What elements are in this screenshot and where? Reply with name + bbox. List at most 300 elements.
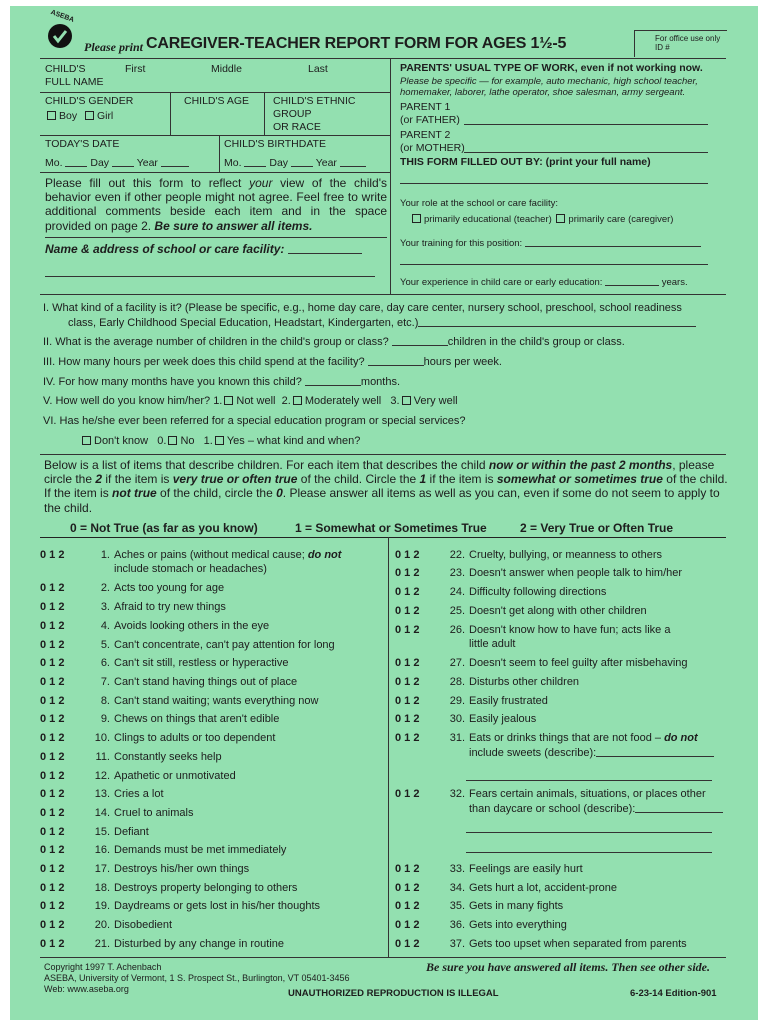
teacher-checkbox[interactable] [412,214,421,223]
item-text-main: Doesn't know how to have fun; acts like a [469,624,671,636]
first-label: First [125,63,146,75]
score-options[interactable]: 0 1 2 [395,605,420,617]
score-options[interactable]: 0 1 2 [395,900,420,912]
yes-label: Yes – what kind and when? [226,435,361,447]
item-text-main: Defiant [114,826,149,838]
role-options [410,214,673,225]
item-text [114,788,370,802]
instr-p7: of the child, circle the [156,486,277,501]
item-text-main: Destroys his/her own things [114,863,250,875]
question-3-suffix: hours per week. [423,356,502,368]
divider [388,537,389,957]
score-options[interactable]: 0 1 2 [40,713,65,725]
score-options[interactable]: 0 1 2 [40,770,65,782]
gender-label: CHILD'S GENDER [45,95,134,107]
boy-label: Boy [59,110,78,122]
ethnic-label-2: GROUP [273,108,312,120]
item-text-main: Eats or drinks things that are not food – [469,732,665,744]
item-number: 37. [449,938,465,950]
hours-field[interactable] [368,355,424,366]
divider [390,58,391,294]
item-text-main: Cruelty, bullying, or meanness to others [469,549,662,561]
describe-line[interactable] [466,852,712,853]
item-text-main: Can't sit still, restless or hyperactive [114,657,289,669]
be-specific-text: Please be specific — for example, auto mechanic, high school teacher, homemaker, laborer, lathe operator, shoe salesman, army sergeant. [400,76,698,98]
instructions-text [45,176,387,233]
item-text-main: Difficulty following directions [469,586,607,598]
dont-know-label: Don't know [94,435,149,447]
instr-p3i: very true or often true [172,472,298,487]
item-text [114,639,370,653]
instr-your: your [249,176,273,190]
item-number: 5. [100,639,110,651]
todays-date-label: TODAY'S DATE [45,138,120,150]
score-options[interactable]: 0 1 2 [395,788,420,800]
todays-date-field[interactable] [45,156,189,170]
filled-by-label: THIS FORM FILLED OUT BY: (print your full name) [400,156,651,168]
item-text [469,713,725,727]
question-5 [43,395,458,408]
item-number: 10. [94,732,110,744]
question-6-options [80,435,360,448]
item-text [469,605,725,619]
item-text-main: Disturbed by any change in routine [114,938,284,950]
divider [219,135,220,172]
scoring-instructions [44,458,728,515]
score-options[interactable]: 0 1 2 [395,713,420,725]
question-2-suffix: children in the child's group or class. [447,336,625,348]
instr-p6i: not true [112,486,157,501]
divider [264,92,265,135]
middle-label: Middle [211,63,242,75]
item-text [114,549,370,576]
item-text-cont: than daycare or school (describe): [469,802,636,815]
instr-p1: Below is a list of items that describe children. For each item that describes the child [44,458,489,472]
item-text-main: Gets in many fights [469,900,564,912]
question-1: I. What kind of a facility is it? (Please be specific, e.g., home day care, day care center, nursery school, preschool, school readiness [43,302,682,314]
score-options[interactable]: 0 1 2 [395,919,420,931]
divider [40,58,726,59]
caregiver-label: primarily care (caregiver) [568,214,674,225]
instr-bold: Be sure to answer all items. [154,218,313,233]
item-number: 34. [449,882,465,894]
item-number: 32. [449,788,465,800]
logo-text: ASEBA [49,9,75,24]
item-text [114,807,370,821]
girl-checkbox[interactable] [85,111,94,120]
question-4 [43,375,400,389]
question-2 [43,335,625,349]
item-text [114,919,370,933]
question-1b-text: class, Early Childhood Special Education, Headstart, Kindergarten, etc.) [68,317,419,329]
birthdate-field[interactable] [224,156,366,170]
divider [45,237,387,238]
score-options[interactable]: 0 1 2 [395,586,420,598]
item-text-main: Can't concentrate, can't pay attention for long [114,639,335,651]
role-label: Your role at the school or care facility: [400,198,559,209]
item-text [469,695,725,709]
instr-p6: of the child. If the item is [44,472,728,501]
item-text [469,900,725,914]
score-options[interactable]: 0 1 2 [40,788,65,800]
item-number: 24. [449,586,465,598]
item-number: 9. [100,713,110,725]
item-text-main: Disobedient [114,919,173,931]
caregiver-checkbox[interactable] [556,214,565,223]
girl-label: Girl [96,110,114,122]
item-text-cont: include sweets (describe): [469,746,597,759]
item-number: 25. [449,605,465,617]
item-text-main: Gets hurt a lot, accident-prone [469,882,617,894]
q5-opt2-num: 2. [281,395,291,407]
instr-p8: . Please answer all items as well as you can, even if some do not seem to apply to the child. [44,486,720,515]
item-number: 36. [449,919,465,931]
describe-line[interactable] [466,780,712,781]
describe-field[interactable] [635,802,723,813]
score-options[interactable]: 0 1 2 [395,676,420,688]
item-text [114,713,370,727]
divider [170,92,171,135]
divider [40,172,390,173]
parent2-field[interactable] [464,152,708,153]
item-number: 19. [94,900,110,912]
item-number: 17. [94,863,110,875]
score-options[interactable]: 0 1 2 [40,900,65,912]
score-options[interactable]: 0 1 2 [40,863,65,875]
training-label [400,236,701,249]
score-options[interactable]: 0 1 2 [395,732,420,744]
filled-by-field[interactable] [400,183,708,184]
score-options[interactable]: 0 1 2 [395,882,420,894]
score-options[interactable]: 0 1 2 [40,639,65,651]
item-number: 4. [100,620,110,632]
score-options[interactable]: 0 1 2 [395,695,420,707]
yes-checkbox[interactable] [215,436,224,445]
item-text-main: Cruel to animals [114,807,194,819]
divider [40,454,726,455]
full-name-label: FULL NAME [45,76,104,88]
be-sure-notice: Be sure you have answered all items. Then see other side. [426,960,710,974]
item-text [114,882,370,896]
item-number: 31. [449,732,465,744]
instr-p2i: 2 [95,472,103,487]
ethnic-label-1: CHILD'S ETHNIC [273,95,356,107]
year-label: Year [136,157,158,169]
children-count-field[interactable] [392,335,448,346]
question-1b [68,316,696,330]
item-text [114,695,370,709]
item-text [114,826,370,840]
copyright: Copyright 1997 T. Achenbach [44,962,162,972]
facility-field[interactable] [418,316,696,327]
q6-opt0-num: 0. [157,435,167,447]
item-text [469,732,725,760]
item-text [469,676,725,690]
item-text-main: Doesn't answer when people talk to him/her [469,567,683,579]
score-options[interactable]: 0 1 2 [40,601,65,613]
instr-p4i: 1 [419,472,427,487]
item-text-cont: include stomach or headaches) [114,562,267,575]
training-field[interactable] [400,264,708,265]
score-options[interactable]: 0 1 2 [395,657,420,669]
office-use-label: For office use only [655,34,721,43]
training-text: Your training for this position: [400,238,523,249]
item-text-main: Acts too young for age [114,582,225,594]
very-well-checkbox[interactable] [402,396,411,405]
parent2-sub: (or MOTHER) [400,142,465,154]
score-options[interactable]: 0 1 2 [40,582,65,594]
q5-opt1-num: 1. [213,395,223,407]
item-number: 20. [94,919,110,931]
experience-text: Your experience in child care or early education: [400,277,603,288]
question-5-text: V. How well do you know him/her? [43,395,211,407]
item-text [469,567,725,581]
item-number: 35. [449,900,465,912]
boy-checkbox[interactable] [47,111,56,120]
aseba-logo-icon [48,24,72,48]
item-text-main: Cries a lot [114,788,164,800]
divider [40,537,726,538]
instr-p5i: somewhat or sometimes true [496,472,663,487]
item-number: 15. [94,826,110,838]
item-number: 18. [94,882,110,894]
item-text-main: Destroys property belonging to others [114,882,298,894]
instr-p7i: 0 [276,486,283,501]
item-text [114,676,370,690]
no-checkbox[interactable] [168,436,177,445]
score-options[interactable]: 0 1 2 [40,732,65,744]
score-options[interactable]: 0 1 2 [40,826,65,838]
item-number: 8. [100,695,110,707]
item-number: 30. [449,713,465,725]
school-address-line[interactable] [45,276,375,277]
item-text-main: Easily jealous [469,713,537,725]
illegal-notice: UNAUTHORIZED REPRODUCTION IS ILLEGAL [288,988,499,999]
childs-label: CHILD'S [45,63,86,75]
item-text [114,751,370,765]
item-text-cont: little adult [469,637,516,650]
q6-opt1-num: 1. [203,435,213,447]
web-link[interactable]: Web: www.aseba.org [44,984,129,994]
id-label: ID # [655,43,670,52]
item-text [469,549,725,563]
instr-p3: if the item is [102,472,173,487]
year-label: Year [315,157,337,169]
item-number: 7. [100,676,110,688]
item-text [114,582,370,596]
item-text [469,586,725,600]
teacher-label: primarily educational (teacher) [424,214,552,225]
item-text [114,732,370,746]
form-page [10,6,758,1020]
item-text [114,844,370,858]
item-number: 6. [100,657,110,669]
item-text-main: Fears certain animals, situations, or places other [469,788,706,800]
instr-1: Please fill out this form to reflect [45,176,250,190]
item-text [114,863,370,877]
item-text-main: Doesn't seem to feel guilty after misbehaving [469,657,688,669]
parent2-label: PARENT 2 [400,129,451,141]
item-text [114,620,370,634]
school-label [45,242,362,257]
item-text [114,657,370,671]
score-options[interactable]: 0 1 2 [395,624,420,636]
gender-options [45,110,113,123]
question-3 [43,355,502,369]
score-options[interactable]: 0 1 2 [395,567,420,579]
moderately-well-checkbox[interactable] [293,396,302,405]
parent1-field[interactable] [464,124,708,125]
last-label: Last [308,63,328,75]
score-options[interactable]: 0 1 2 [40,695,65,707]
scale-2: 2 = Very True or Often True [520,521,674,535]
office-use-box [634,30,727,57]
score-options[interactable]: 0 1 2 [40,807,65,819]
item-text-main: Gets too upset when separated from parents [469,938,687,950]
item-number: 26. [449,624,465,636]
item-number: 14. [94,807,110,819]
item-number: 33. [449,863,465,875]
parent1-sub: (or FATHER) [400,114,460,126]
please-print: Please print [84,40,143,54]
item-number: 21. [94,938,110,950]
score-options[interactable]: 0 1 2 [395,549,420,561]
day-label: Day [90,157,110,169]
item-text-emphasis: do not [664,732,698,744]
item-number: 28. [449,676,465,688]
birthdate-label: CHILD'S BIRTHDATE [224,138,326,150]
item-text [469,624,725,651]
instr-p5: if the item is [426,472,497,487]
score-options[interactable]: 0 1 2 [40,919,65,931]
school-label-text: Name & address of school or care facility: [45,242,285,256]
item-text-main: Demands must be met immediately [114,844,287,856]
scale-0: 0 = Not True (as far as you know) [70,521,258,535]
edition: 6-23-14 Edition-901 [630,988,717,999]
scale-1: 1 = Somewhat or Sometimes True [295,521,487,535]
instr-2: view of the child's behavior even if other people might not agree. Feel free to write additional comments beside each item and in the space provided on page 2. [45,176,387,233]
item-text-emphasis: do not [307,549,342,561]
score-options[interactable]: 0 1 2 [40,676,65,688]
experience-label [400,275,688,288]
item-text [469,657,725,671]
item-text-main: Chews on things that aren't edible [114,713,280,725]
score-options[interactable]: 0 1 2 [40,657,65,669]
item-text-main: Doesn't get along with other children [469,605,647,617]
instr-p1i: now or within the past 2 months [488,458,673,472]
dont-know-checkbox[interactable] [82,436,91,445]
divider [40,135,390,136]
instr-p4: of the child. Circle the [297,472,420,487]
question-6: VI. Has he/she ever been referred for a special education program or special services? [43,415,466,427]
instr-p2: , please circle the [44,458,715,487]
score-options[interactable]: 0 1 2 [40,549,65,561]
question-2-text: II. What is the average number of children in the child's group or class? [43,336,392,348]
item-text-main: Avoids looking others in the eye [114,620,270,632]
address: ASEBA, University of Vermont, 1 S. Prospect St., Burlington, VT 05401-3456 [44,973,350,983]
item-text [114,938,370,952]
item-text-main: Gets into everything [469,919,567,931]
item-number: 23. [449,567,465,579]
divider [40,957,726,958]
divider [40,294,726,295]
item-text-main: Afraid to try new things [114,601,226,613]
score-options[interactable]: 0 1 2 [40,882,65,894]
item-number: 11. [95,751,110,763]
item-number: 22. [449,549,465,561]
item-text [469,863,725,877]
item-number: 12. [94,770,110,782]
years-label: years. [661,277,688,288]
item-text [114,601,370,615]
item-text-main: Feelings are easily hurt [469,863,583,875]
item-number: 3. [100,601,110,613]
child-age-field[interactable] [172,108,262,132]
item-number: 16. [94,844,110,856]
item-text-main: Clings to adults or too dependent [114,732,276,744]
item-text [114,900,370,914]
item-number: 29. [449,695,465,707]
question-3-text: III. How many hours per week does this child spend at the facility? [43,356,368,368]
describe-field[interactable] [596,746,714,757]
no-label: No [180,435,195,447]
score-options[interactable]: 0 1 2 [40,620,65,632]
item-text-main: Easily frustrated [469,695,548,707]
item-text [469,788,725,816]
question-4-suffix: months. [360,376,401,388]
months-field[interactable] [305,375,361,386]
question-4-text: IV. For how many months have you known this child? [43,376,305,388]
item-number: 2. [100,582,110,594]
checkmark-icon [48,24,72,48]
score-options[interactable]: 0 1 2 [40,751,65,763]
item-text-main: Aches or pains (without medical cause; [114,549,308,561]
score-options[interactable]: 0 1 2 [40,938,65,950]
not-well-label: Not well [236,395,276,407]
describe-line[interactable] [466,832,712,833]
mo-label: Mo. [224,157,242,169]
item-text-main: Apathetic or unmotivated [114,770,236,782]
item-text [469,882,725,896]
item-text [114,770,370,784]
item-number: 1. [100,549,110,561]
very-well-label: Very well [413,395,458,407]
day-label: Day [269,157,289,169]
q5-opt3-num: 3. [390,395,400,407]
item-text-main: Can't stand having things out of place [114,676,298,688]
item-text-main: Daydreams or gets lost in his/her thoughts [114,900,321,912]
parent1-label: PARENT 1 [400,101,451,113]
not-well-checkbox[interactable] [224,396,233,405]
parents-work-label: PARENTS' USUAL TYPE OF WORK, even if not working now. [400,62,703,74]
item-text-main: Constantly seeks help [114,751,222,763]
score-options[interactable]: 0 1 2 [40,844,65,856]
item-text-main: Disturbs other children [469,676,580,688]
moderately-well-label: Moderately well [304,395,382,407]
score-options[interactable]: 0 1 2 [395,863,420,875]
item-number: 13. [94,788,110,800]
item-text-main: Can't stand waiting; wants everything now [114,695,319,707]
child-name-field[interactable] [120,68,386,90]
age-label: CHILD'S AGE [184,95,250,107]
score-options[interactable]: 0 1 2 [395,938,420,950]
ethnic-label-3: OR RACE [273,121,321,133]
form-title: CAREGIVER-TEACHER REPORT FORM FOR AGES 1½-5 [146,35,567,52]
item-text [469,919,725,933]
mo-label: Mo. [45,157,63,169]
divider [40,92,390,93]
item-text [469,938,725,952]
